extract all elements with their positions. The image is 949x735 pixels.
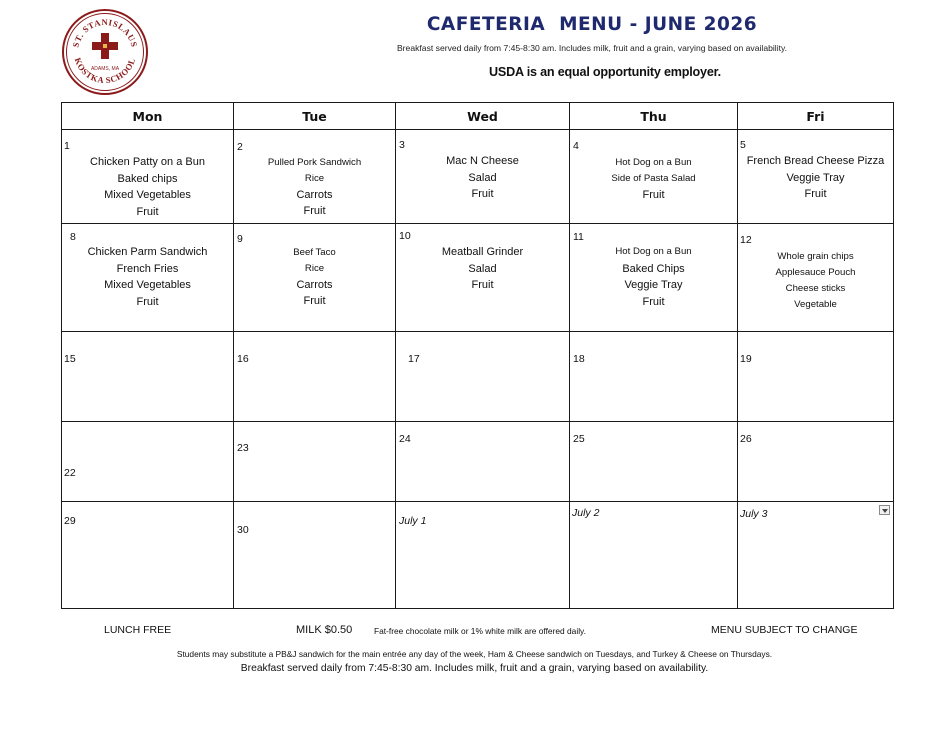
breakfast-note: Breakfast served daily from 7:45-8:30 am. Includes milk, fruit and a grain, varying based on availability. — [240, 663, 709, 674]
calendar-week — [62, 422, 894, 502]
day-number: 23 — [237, 442, 249, 454]
milk-note: Fat-free chocolate milk or 1% white milk are offered daily. — [374, 626, 586, 636]
day-number: 12 — [740, 234, 752, 246]
weekday-header: Fri — [738, 103, 894, 130]
day-number: July 1 — [399, 515, 427, 527]
menu-item: Fruit — [136, 206, 159, 219]
menu-items — [234, 155, 395, 219]
day-cell — [738, 502, 894, 609]
weekday-header: Wed — [396, 103, 570, 130]
menu-item: Mixed Vegetables — [104, 189, 191, 202]
weekday-header: Mon — [62, 103, 234, 130]
day-cell — [62, 224, 234, 332]
menu-item: Fruit — [471, 279, 494, 292]
menu-item: Fruit — [136, 296, 159, 309]
day-cell — [234, 502, 396, 609]
menu-item: Meatball Grinder — [441, 246, 524, 258]
day-cell — [396, 422, 570, 502]
menu-items — [62, 244, 233, 311]
menu-items — [234, 245, 395, 309]
menu-items — [570, 155, 737, 203]
day-cell — [396, 130, 570, 224]
menu-item: Chicken Parm Sandwich — [87, 246, 208, 258]
calendar-week — [62, 130, 894, 224]
day-number: 8 — [70, 231, 76, 243]
day-cell — [396, 332, 570, 422]
day-cell — [738, 130, 894, 224]
menu-item: Baked chips — [117, 172, 178, 185]
calendar-week — [62, 332, 894, 422]
calendar-week — [62, 502, 894, 609]
menu-item: Chicken Patty on a Bun — [90, 156, 205, 168]
menu-item: Salad — [468, 171, 497, 184]
menu-item: Cheese sticks — [785, 283, 846, 294]
day-cell — [62, 422, 234, 502]
menu-item: Beef Taco — [293, 247, 336, 258]
day-cell — [570, 422, 738, 502]
day-number: 22 — [64, 467, 76, 479]
menu-items — [396, 244, 569, 294]
menu-item: Rice — [304, 263, 325, 274]
day-number: 1 — [64, 140, 70, 152]
menu-item: Side of Pasta Salad — [611, 173, 696, 184]
day-number: 5 — [740, 139, 746, 151]
menu-item: Baked Chips — [622, 262, 685, 275]
day-cell — [738, 332, 894, 422]
weekday-header-row — [62, 103, 894, 130]
menu-items — [738, 153, 893, 203]
day-number: 30 — [237, 524, 249, 536]
menu-items — [62, 154, 233, 221]
day-number: 24 — [399, 433, 411, 445]
menu-item: Fruit — [642, 296, 665, 309]
day-cell — [570, 224, 738, 332]
substitute-note: Students may substitute a PB&J sandwich for the main entrée any day of the week, Ham & Cheese sandwich on Tuesdays, and Turkey & Cheese on Thursdays. — [176, 649, 773, 659]
day-cell — [738, 224, 894, 332]
menu-item: Salad — [468, 262, 497, 275]
day-number: 10 — [399, 230, 411, 242]
menu-item: Vegetable — [794, 299, 837, 310]
day-number: 2 — [237, 141, 243, 153]
menu-item: Applesauce Pouch — [775, 267, 856, 278]
day-number: 19 — [740, 353, 752, 365]
day-number: July 2 — [572, 507, 600, 519]
day-number: 4 — [573, 140, 579, 152]
cross-icon — [92, 33, 118, 59]
page-title: CAFETERIA MENU - JUNE 2026 — [426, 14, 758, 35]
logo-bottom-text: KOSTKA SCHOOL — [72, 56, 138, 86]
calendar-week — [62, 224, 894, 332]
menu-items — [738, 249, 893, 313]
day-cell — [234, 422, 396, 502]
day-cell — [62, 502, 234, 609]
breakfast-subtitle: Breakfast served daily from 7:45-8:30 am. Includes milk, fruit and a grain, varying based on availability. — [396, 43, 788, 53]
menu-item: Rice — [304, 173, 325, 184]
day-cell — [234, 332, 396, 422]
day-cell — [738, 422, 894, 502]
day-cell — [396, 224, 570, 332]
day-cell — [570, 332, 738, 422]
menu-item: Fruit — [303, 295, 326, 307]
menu-item: Carrots — [296, 189, 333, 201]
menu-calendar — [61, 102, 894, 609]
dropdown-arrow-icon[interactable] — [879, 505, 890, 515]
day-number: 15 — [64, 353, 76, 365]
menu-change-notice: MENU SUBJECT TO CHANGE — [711, 624, 858, 636]
weekday-header: Thu — [570, 103, 738, 130]
menu-item: Veggie Tray — [624, 279, 683, 292]
day-number: 11 — [573, 231, 584, 243]
menu-item: Mixed Vegetables — [104, 279, 191, 292]
logo-top-text: ST. STANISLAUS — [70, 16, 140, 49]
menu-items — [396, 153, 569, 203]
day-number: 25 — [573, 433, 585, 445]
school-seal-icon — [60, 8, 150, 96]
weekday-header: Tue — [234, 103, 396, 130]
day-number: 3 — [399, 139, 405, 151]
day-number: July 3 — [740, 508, 768, 520]
usda-statement: USDA is an equal opportunity employer. — [489, 65, 721, 79]
menu-item: French Bread Cheese Pizza — [746, 155, 885, 167]
menu-item: Fruit — [303, 205, 326, 217]
menu-item: Fruit — [642, 189, 665, 201]
menu-item: Mac N Cheese — [446, 155, 519, 167]
day-cell — [396, 502, 570, 609]
menu-item: Fruit — [804, 188, 827, 201]
day-number: 16 — [237, 353, 249, 365]
menu-item: Carrots — [296, 279, 333, 291]
day-cell — [62, 130, 234, 224]
lunch-price: LUNCH FREE — [104, 624, 172, 636]
day-cell — [234, 130, 396, 224]
day-number: 26 — [740, 433, 752, 445]
menu-item: Hot Dog on a Bun — [615, 157, 692, 168]
menu-item: French Fries — [116, 262, 179, 275]
menu-item: Fruit — [471, 188, 494, 201]
milk-price: MILK $0.50 — [296, 624, 353, 636]
menu-item: Pulled Pork Sandwich — [267, 157, 362, 168]
menu-items — [570, 244, 737, 311]
logo-location: ADAMS, MA — [90, 66, 120, 72]
menu-item: Whole grain chips — [777, 251, 854, 262]
school-logo — [60, 8, 150, 96]
day-number: 17 — [408, 353, 420, 365]
day-number: 18 — [573, 353, 585, 365]
day-cell — [234, 224, 396, 332]
day-number: 29 — [64, 515, 76, 527]
menu-item: Veggie Tray — [786, 171, 845, 184]
day-cell — [570, 502, 738, 609]
day-cell — [570, 130, 738, 224]
menu-item: Hot Dog on a Bun — [615, 246, 692, 257]
day-cell — [62, 332, 234, 422]
day-number: 9 — [237, 233, 243, 245]
